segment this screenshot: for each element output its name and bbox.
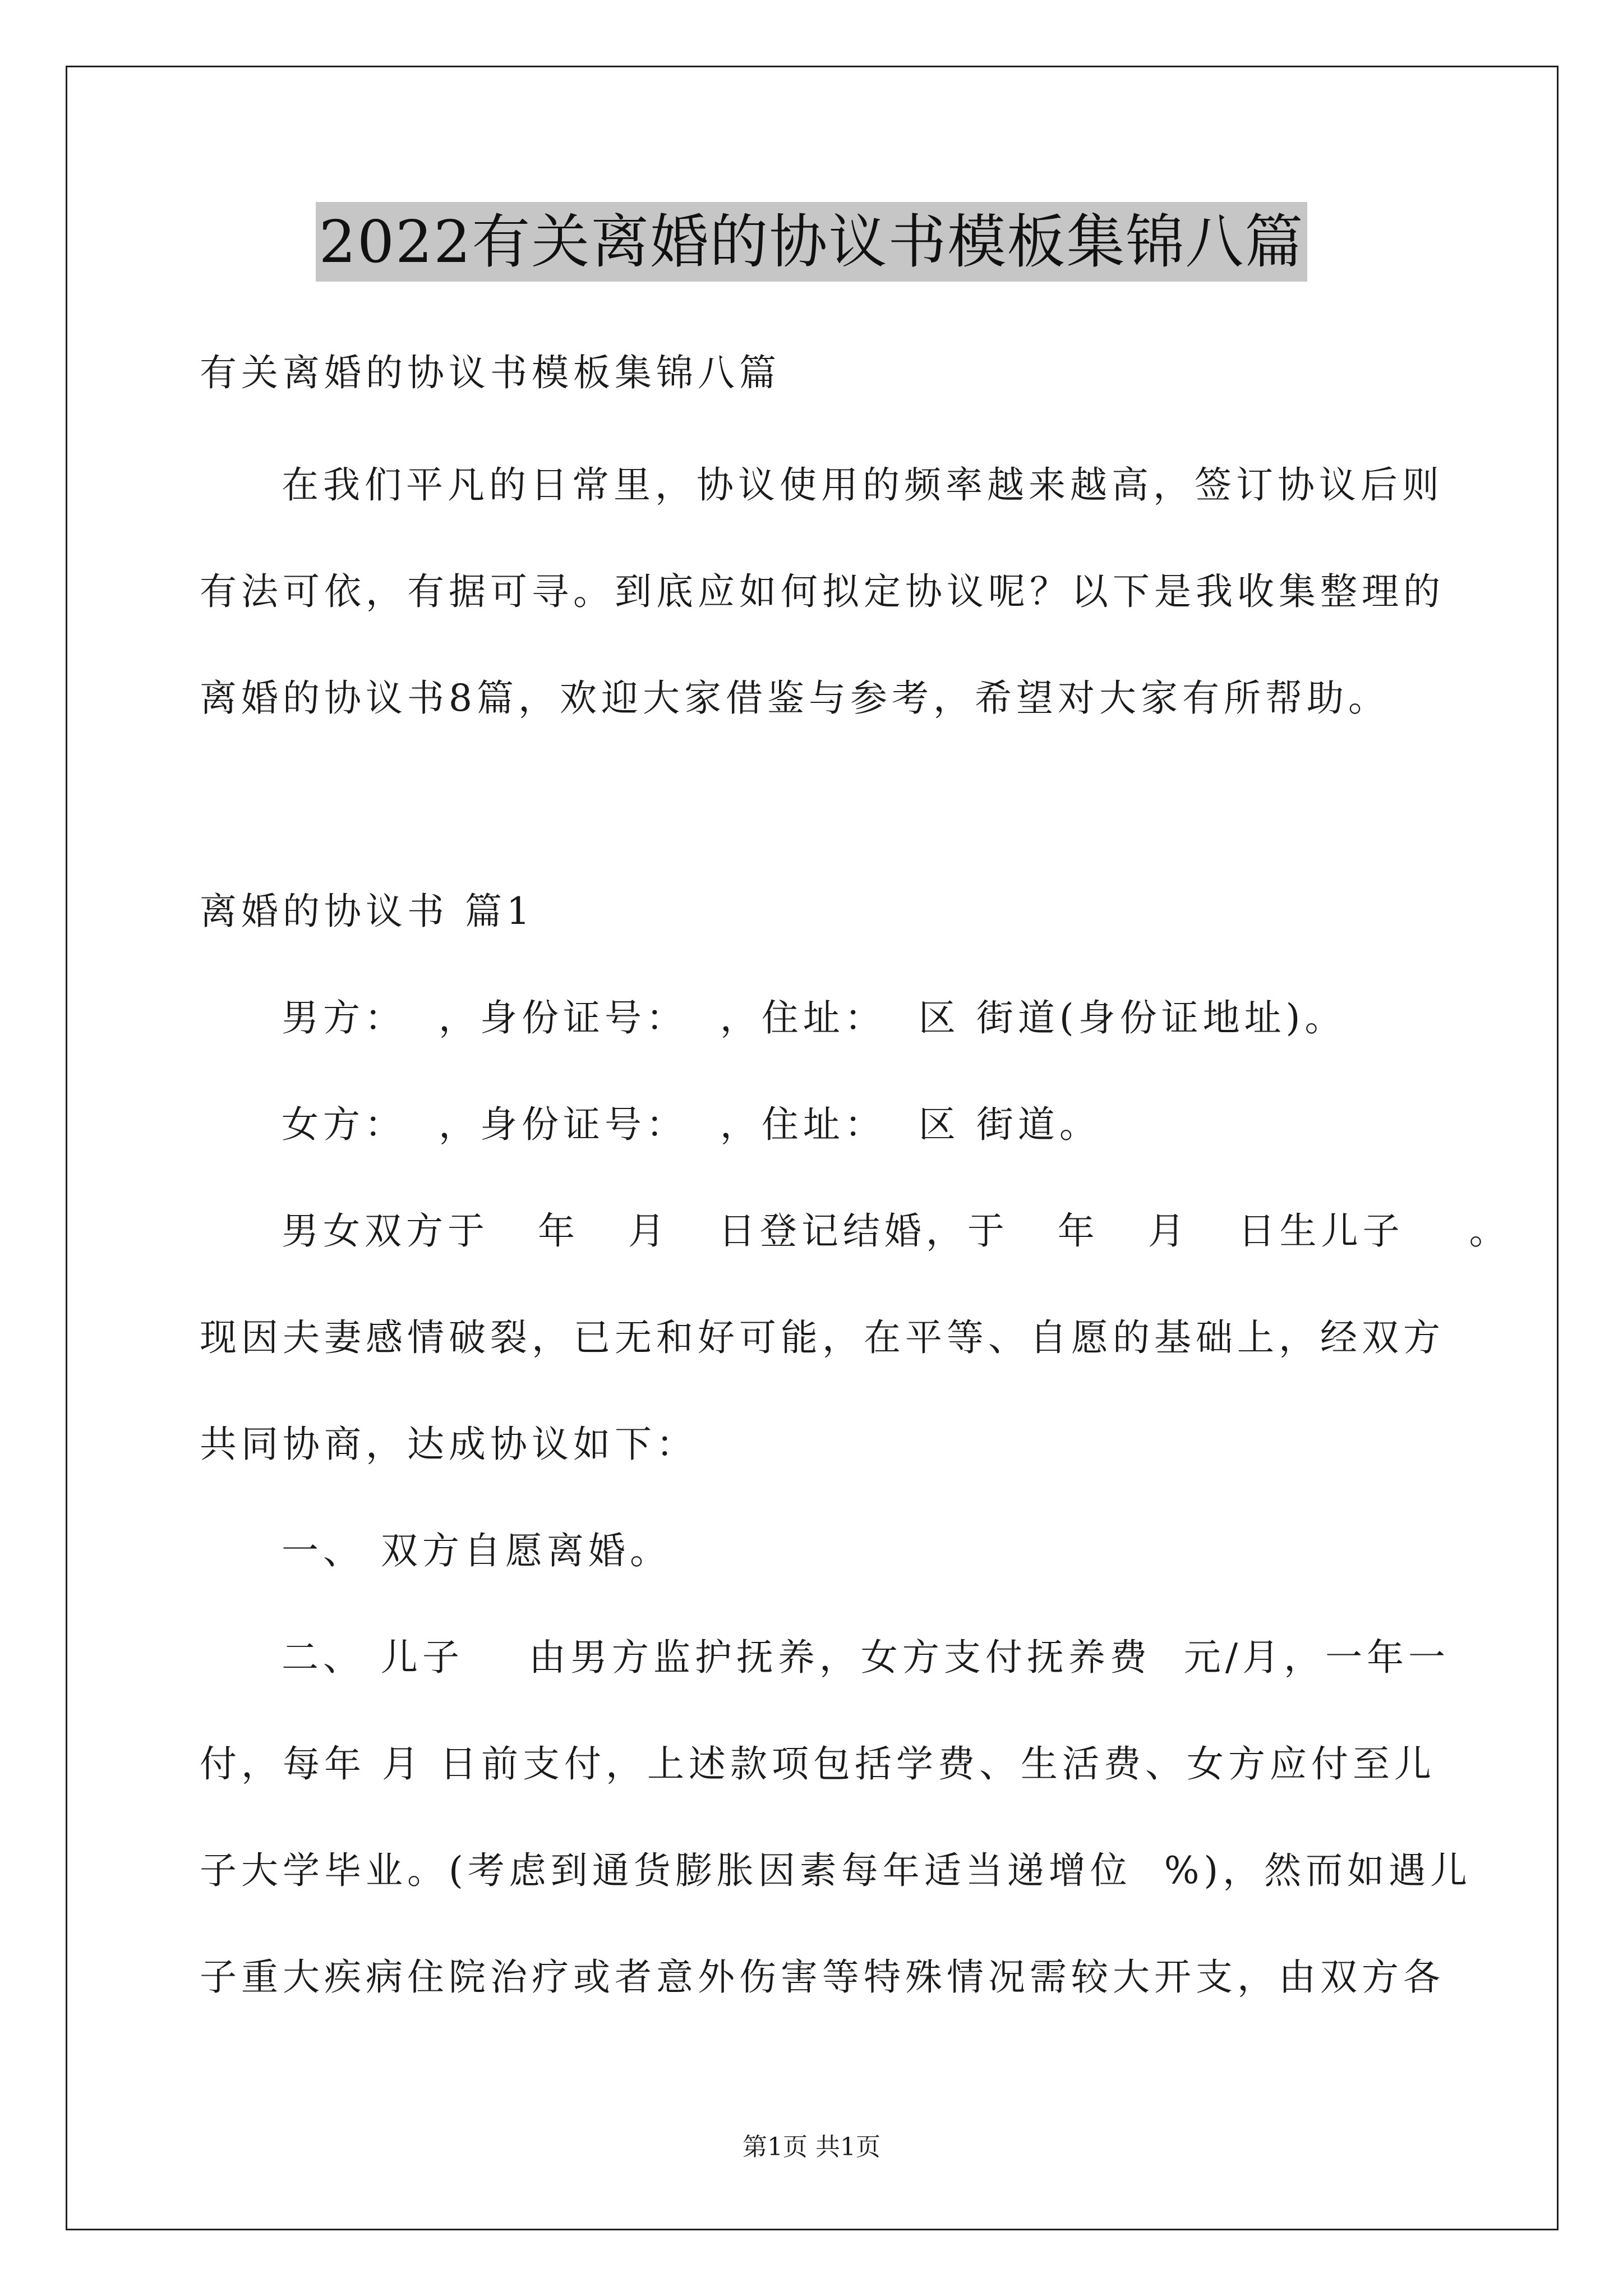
marriage-line-3: 共同协商，达成协议如下： [200,1423,698,1466]
clause-2-line-1: 二、 儿子 由男方监护抚养，女方支付抚养费 元/月，一年一 [282,1636,1450,1679]
page-footer: 第1页 共1页 [743,2133,880,2161]
marriage-line-1: 男女双方于 年 月 日登记结婚，于 年 月 日生儿子 。 [282,1209,1511,1253]
clause-2-line-3: 子大学毕业。(考虑到通货膨胀因素每年适当递增位 %)，然而如遇儿 [200,1849,1472,1892]
intro-line-1: 在我们平凡的日常里，协议使用的频率越来越高，签订协议后则 [282,463,1444,507]
intro-line-3: 离婚的协议书8篇，欢迎大家借鉴与参考，希望对大家有所帮助。 [200,677,1390,720]
marriage-line-2: 现因夫妻感情破裂，已无和好可能，在平等、自愿的基础上，经双方 [200,1316,1445,1359]
clause-2-line-4: 子重大疾病住院治疗或者意外伤害等特殊情况需较大开支，由双方各 [200,1955,1445,1999]
document-title: 2022有关离婚的协议书模板集锦八篇 [316,202,1308,282]
section-heading: 离婚的协议书 篇1 [200,890,534,933]
female-party-line: 女方： ，身份证号： ，住址： 区 街道。 [282,1103,1101,1146]
title-container [0,202,1623,282]
clause-2-line-2: 付，每年 月 日前支付，上述款项包括学费、生活费、女方应付至儿 [200,1742,1436,1786]
clause-1: 一、 双方自愿离婚。 [282,1529,671,1572]
male-party-line: 男方： ，身份证号： ，住址： 区 街道(身份证地址)。 [282,996,1347,1039]
document-subtitle: 有关离婚的协议书模板集锦八篇 [200,351,781,394]
intro-line-2: 有法可依，有据可寻。到底应如何拟定协议呢？以下是我收集整理的 [200,570,1445,613]
